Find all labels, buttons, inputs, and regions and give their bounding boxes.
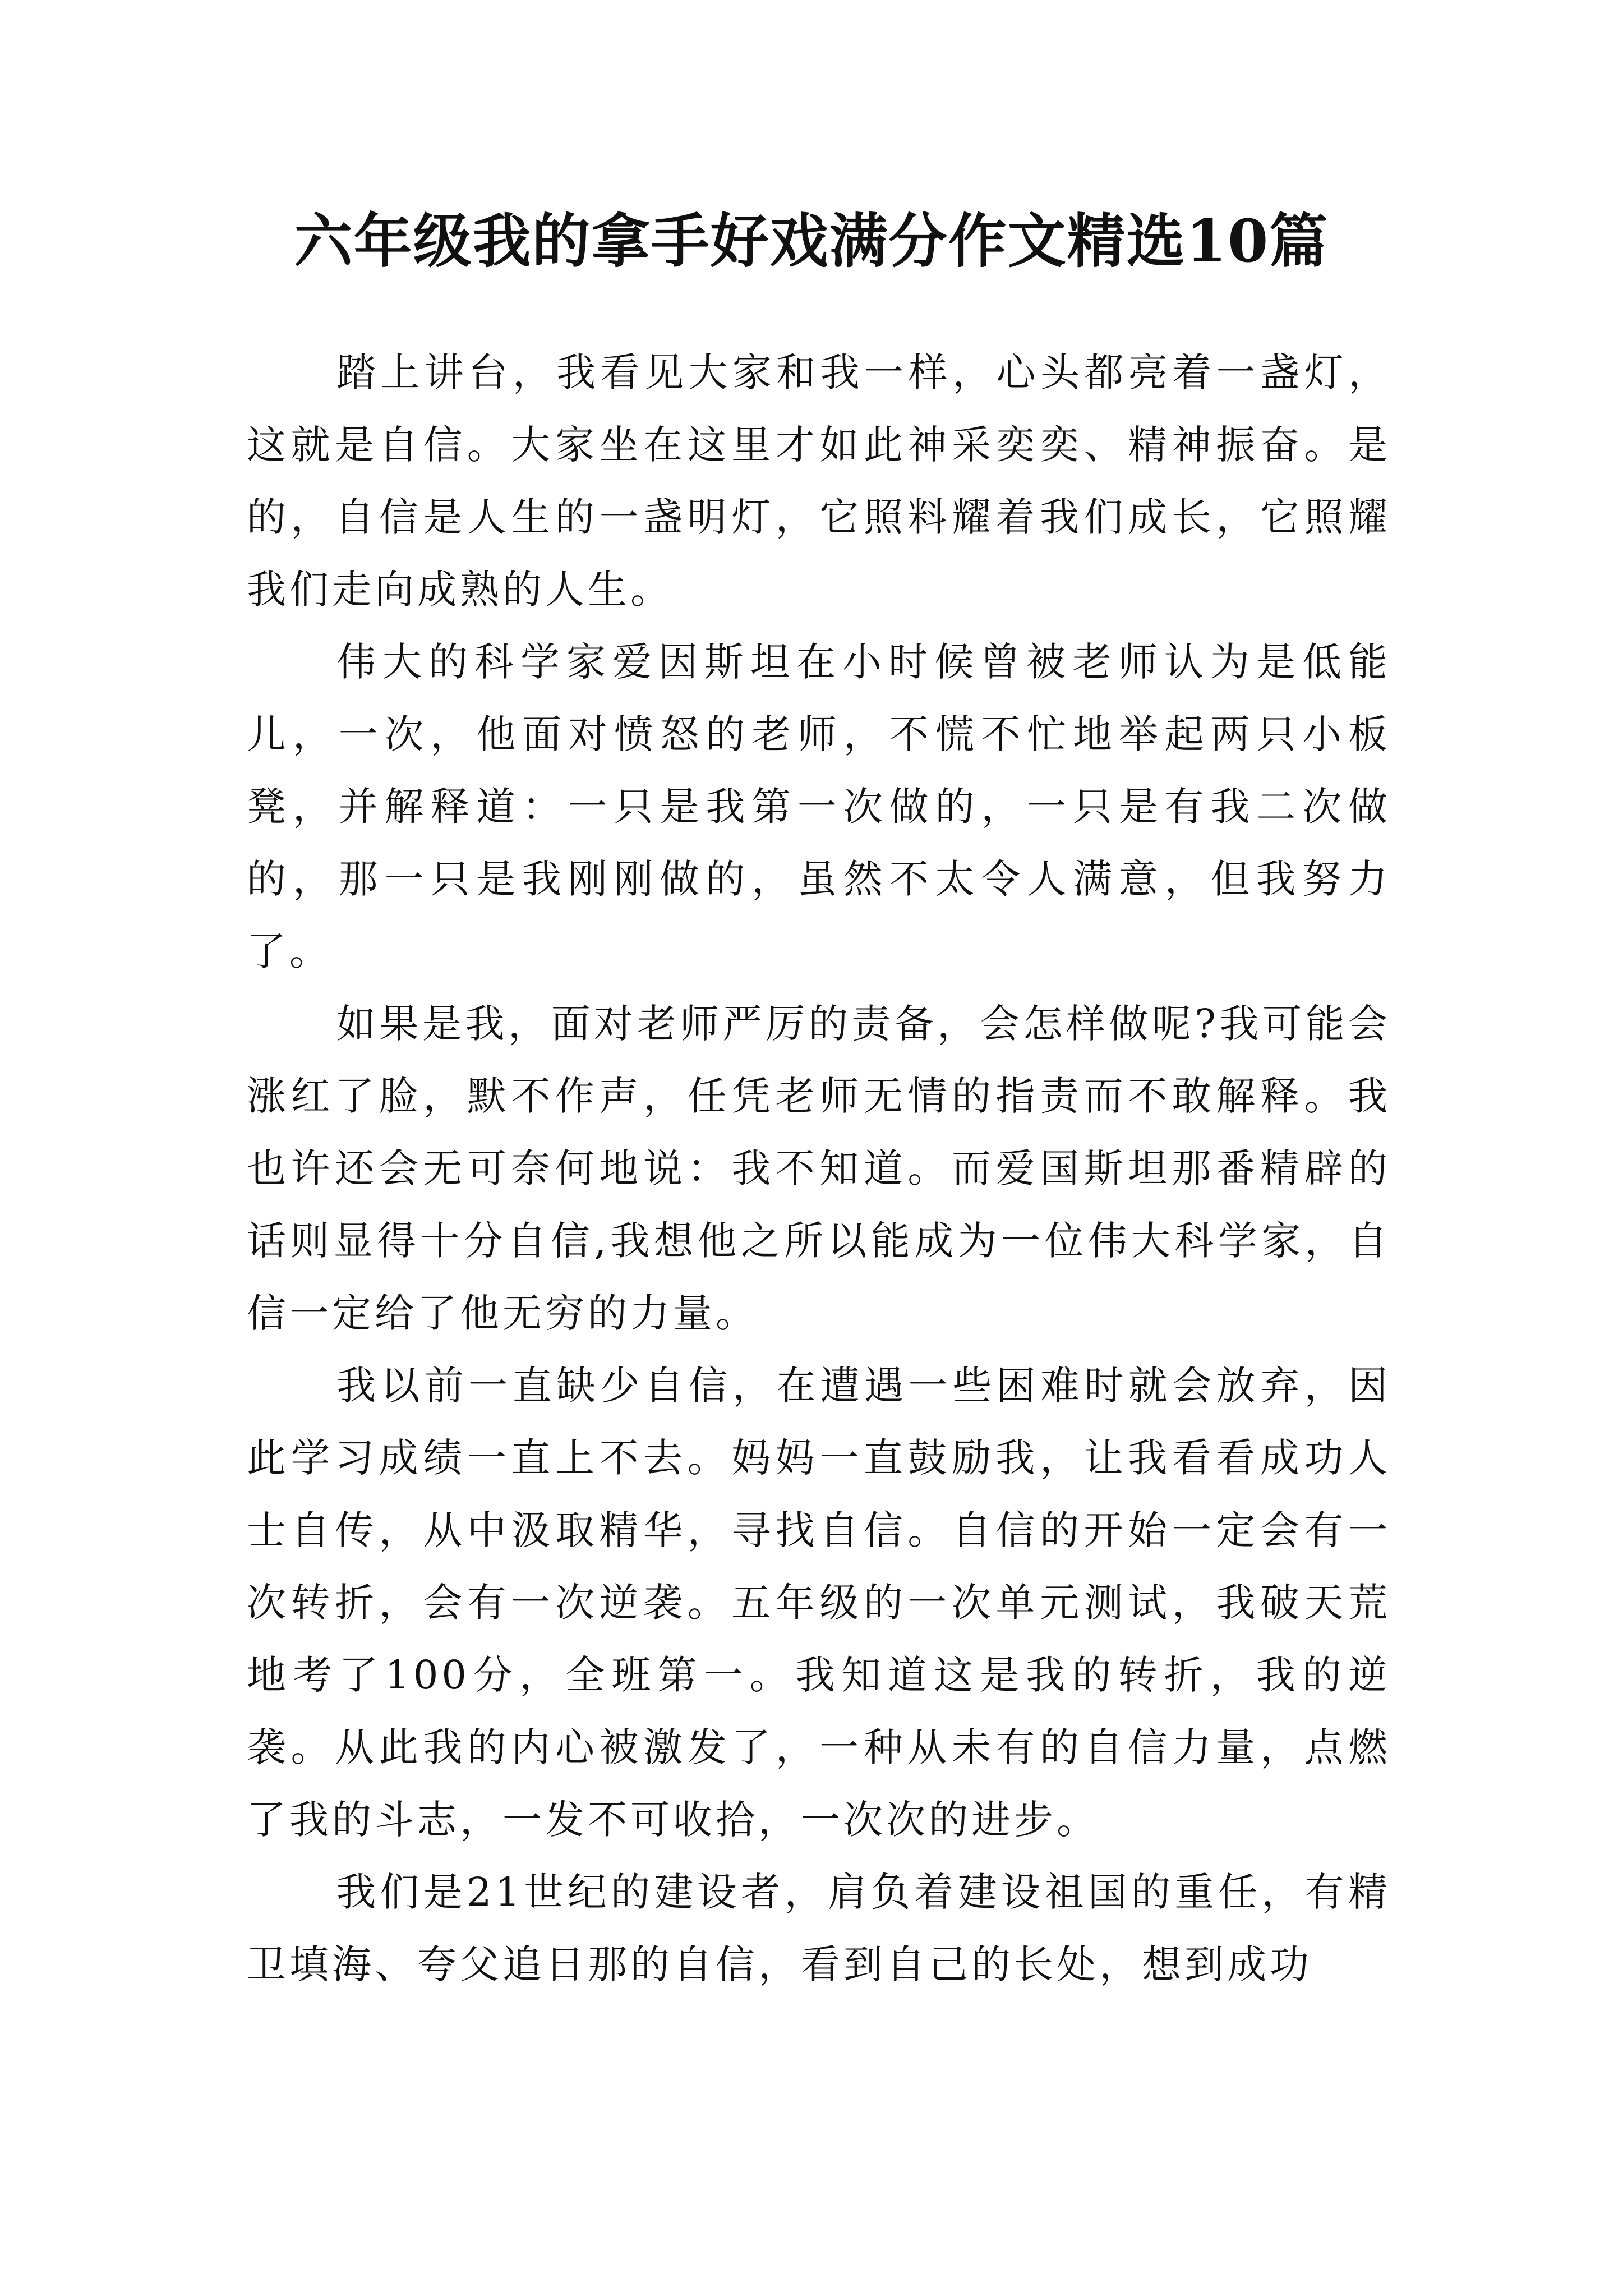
paragraph-3: 如果是我，面对老师严厉的责备，会怎样做呢?我可能会涨红了脸，默不作声，任凭老师无情的指责而不敢解释。我也许还会无可奈何地说：我不知道。而爱国斯坦那番精辟的话则显得十分自信,我想他之所以能成为一位伟大科学家，自信一定给了他无穷的力量。 <box>247 1001 1391 1336</box>
paragraph-2: 伟大的科学家爱因斯坦在小时候曾被老师认为是低能儿，一次，他面对愤怒的老师，不慌不忙地举起两只小板凳，并解释道：一只是我第一次做的，一只是有我二次做的，那一只是我刚刚做的，虽然不太令人满意，但我努力了。 <box>247 639 1391 974</box>
paragraph-4: 我以前一直缺少自信，在遭遇一些困难时就会放弃，因此学习成绩一直上不去。妈妈一直鼓励我，让我看看成功人士自传，从中汲取精华，寻找自信。自信的开始一定会有一次转折，会有一次逆袭。五年级的一次单元测试，我破天荒地考了100分，全班第一。我知道这是我的转折，我的逆袭。从此我的内心被激发了，一种从未有的自信力量，点燃了我的斗志，一发不可收拾，一次次的进步。 <box>247 1363 1391 1843</box>
paragraph-5: 我们是21世纪的建设者，肩负着建设祖国的重任，有精卫填海、夸父追日那的自信，看到自己的长处，想到成功 <box>247 1869 1391 1987</box>
document-body <box>247 337 1391 2001</box>
paragraph-1: 踏上讲台，我看见大家和我一样，心头都亮着一盏灯，这就是自信。大家坐在这里才如此神采奕奕、精神振奋。是的，自信是人生的一盏明灯，它照料耀着我们成长，它照耀我们走向成熟的人生。 <box>247 349 1391 613</box>
document-title: 六年级我的拿手好戏满分作文精选10篇 <box>294 206 1329 275</box>
